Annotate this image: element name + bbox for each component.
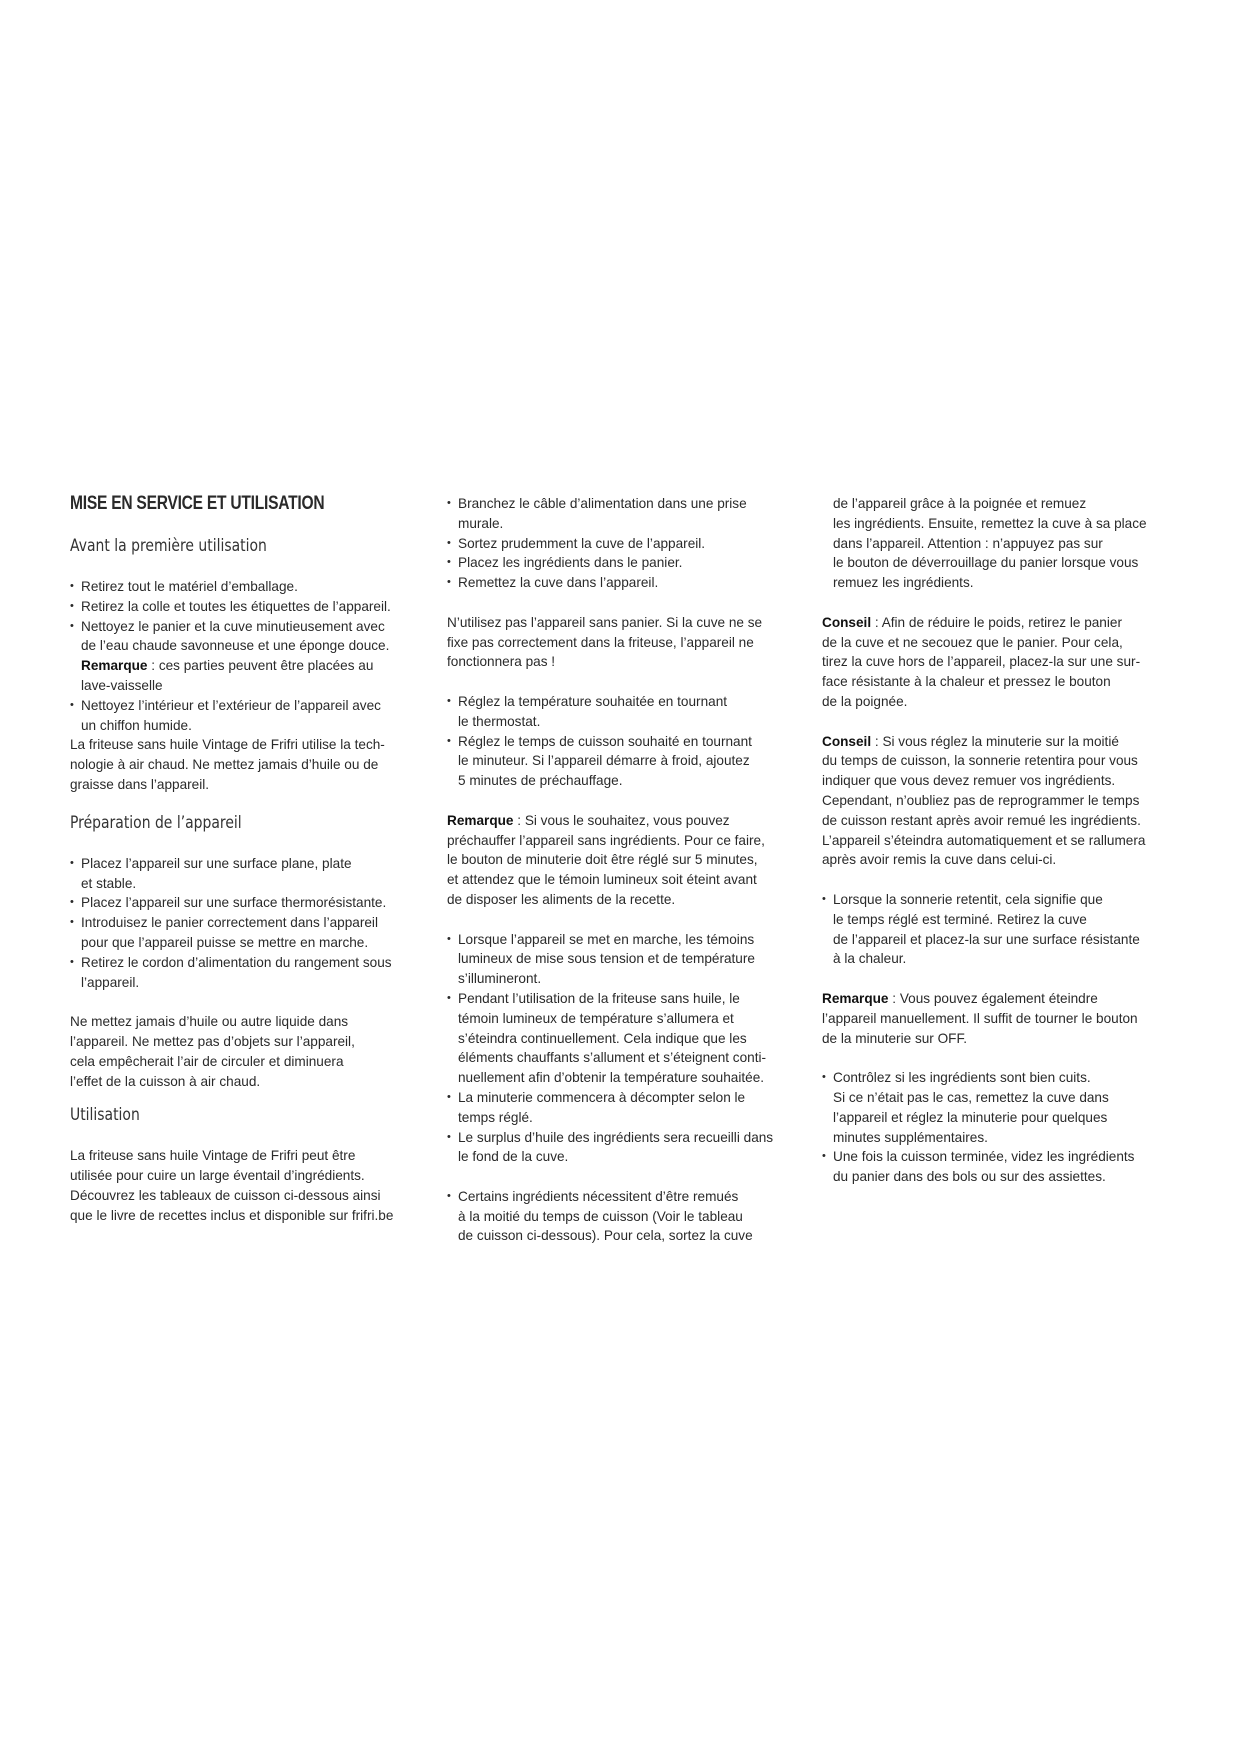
paragraph-line: que le livre de recettes inclus et disponible sur frifri.be xyxy=(70,1207,394,1223)
list-item: • Placez l’appareil sur une surface plane, plate xyxy=(70,854,415,874)
list-item-cont: à la moitié du temps de cuisson (Voir le tableau xyxy=(458,1208,743,1224)
list-item-cont: nuellement afin d’obtenir la température souhaitée. xyxy=(458,1070,765,1086)
list-item-cont: de l’appareil grâce à la poignée et remuez xyxy=(833,496,1087,511)
remark-line xyxy=(822,989,1174,1009)
paragraph-line: de disposer les aliments de la recette. xyxy=(447,891,676,907)
paragraph-line: après avoir remis la cuve dans celui-ci. xyxy=(822,852,1057,868)
column-2 xyxy=(447,494,799,1246)
paragraph-line: La friteuse sans huile Vintage de Frifri peut être xyxy=(70,1148,356,1164)
heading-utilisation: Utilisation xyxy=(70,1105,140,1126)
list-item-cont: murale. xyxy=(458,515,504,531)
tip-label: Conseil xyxy=(822,733,872,749)
list-item-cont: Si ce n’était pas le cas, remettez la cuve dans xyxy=(833,1089,1109,1105)
paragraph-line: fixe pas correctement dans la friteuse, l’appareil ne xyxy=(447,634,754,650)
paragraph-line: et attendez que le témoin lumineux soit éteint avant xyxy=(447,872,757,888)
heading-avant: Avant la première utilisation xyxy=(70,536,267,556)
list-item: • Certains ingrédients nécessitent d’être remués xyxy=(447,1187,799,1207)
paragraph-line: cela empêcherait l’air de circuler et diminuera xyxy=(70,1053,344,1069)
list-item-cont: et stable. xyxy=(81,875,137,891)
column-3 xyxy=(822,494,1174,1187)
remark-text: : Vous pouvez également éteindre xyxy=(888,990,1098,1006)
list-item: • Une fois la cuisson terminée, videz les ingrédients xyxy=(822,1147,1174,1167)
list-item-cont: le temps réglé est terminé. Retirez la cuve xyxy=(833,911,1087,927)
paragraph-line: N’utilisez pas l’appareil sans panier. Si la cuve ne se xyxy=(447,614,763,630)
list-item-cont: l’appareil. xyxy=(81,974,140,990)
paragraph-line: graisse dans l’appareil. xyxy=(70,776,210,792)
paragraph-line: de cuisson restant après avoir remué les ingrédients. xyxy=(822,812,1141,828)
list-item-cont: l’appareil et réglez la minuterie pour quelques xyxy=(833,1109,1108,1125)
list-item-cont: à la chaleur. xyxy=(833,951,907,967)
list-item-cont: dans l’appareil. Attention : n’appuyez pas sur xyxy=(833,535,1103,551)
page-title: MISE EN SERVICE ET UTILISATION xyxy=(70,493,325,514)
list-item: • Le surplus d’huile des ingrédients sera recueilli dans xyxy=(447,1128,799,1148)
remark-label: Remarque xyxy=(81,658,148,674)
paragraph-line: face résistante à la chaleur et pressez le bouton xyxy=(822,674,1111,690)
paragraph-line: du temps de cuisson, la sonnerie retentira pour vous xyxy=(822,753,1138,769)
list-item: • Sortez prudemment la cuve de l’appareil. xyxy=(447,534,799,554)
paragraph-line: fonctionnera pas ! xyxy=(447,654,556,670)
list-item: • Pendant l’utilisation de la friteuse sans huile, le xyxy=(447,989,799,1009)
list-item: • La minuterie commencera à décompter selon le xyxy=(447,1088,799,1108)
heading-preparation: Préparation de l’appareil xyxy=(70,812,242,833)
list-item: • Réglez la température souhaitée en tournant xyxy=(447,692,799,712)
list-item-cont: s’éteindra continuellement. Cela indique que les xyxy=(458,1030,747,1046)
list-item-cont: les ingrédients. Ensuite, remettez la cuve à sa place xyxy=(833,515,1147,531)
list-item-cont: s’illumineront. xyxy=(458,971,542,987)
list-item-cont: témoin lumineux de température s’allumera et xyxy=(458,1010,734,1026)
remark-text: : ces parties peuvent être placées au xyxy=(147,658,374,674)
list-item: • Nettoyez le panier et la cuve minutieusement avec xyxy=(70,617,415,637)
paragraph-line: le bouton de minuterie doit être réglé sur 5 minutes, xyxy=(447,852,758,868)
remark-label: Remarque xyxy=(822,990,889,1006)
list-item: • Placez l’appareil sur une surface thermorésistante. xyxy=(70,893,415,913)
list-item-cont: le thermostat. xyxy=(458,713,541,729)
list-item-cont: minutes supplémentaires. xyxy=(833,1129,988,1145)
list-item-cont: 5 minutes de préchauffage. xyxy=(458,773,623,789)
remark-line xyxy=(447,811,799,831)
list-item-cont: pour que l’appareil puisse se mettre en marche. xyxy=(81,934,369,950)
list-item-cont: de l’eau chaude savonneuse et une éponge douce. xyxy=(81,638,390,654)
paragraph-line: La friteuse sans huile Vintage de Frifri utilise la tech- xyxy=(70,737,385,753)
list-item-cont: de l’appareil et placez-la sur une surface résistante xyxy=(833,931,1140,947)
list-item-cont: éléments chauffants s’allument et s’éteignent conti- xyxy=(458,1050,767,1066)
paragraph-line: nologie à air chaud. Ne mettez jamais d’huile ou de xyxy=(70,757,379,773)
tip-text: : Si vous réglez la minuterie sur la moitié xyxy=(871,733,1119,749)
list-item: • Introduisez le panier correctement dans l’appareil xyxy=(70,913,415,933)
list-item: • Lorsque la sonnerie retentit, cela signifie que xyxy=(822,890,1174,910)
paragraph-line: Cependant, n’oubliez pas de reprogrammer le temps xyxy=(822,792,1140,808)
paragraph-line: de la cuve et ne secouez que le panier. Pour cela, xyxy=(822,634,1123,650)
list-item-cont: lave-vaisselle xyxy=(81,677,163,693)
list-item: • Branchez le câble d’alimentation dans une prise xyxy=(447,494,799,514)
list-item-cont: le fond de la cuve. xyxy=(458,1149,569,1165)
list-item-cont: le bouton de déverrouillage du panier lorsque vous xyxy=(833,555,1139,571)
remark-text: : Si vous le souhaitez, vous pouvez xyxy=(513,812,730,828)
list-item-cont: remuez les ingrédients. xyxy=(833,575,974,591)
paragraph-line: l’appareil manuellement. Il suffit de tourner le bouton xyxy=(822,1010,1138,1026)
remark-line xyxy=(70,656,415,676)
list-item-cont: de cuisson ci-dessous). Pour cela, sortez la cuve xyxy=(458,1228,753,1244)
list-item: • Contrôlez si les ingrédients sont bien cuits. xyxy=(822,1068,1174,1088)
list-item-cont: du panier dans des bols ou sur des assiettes. xyxy=(833,1169,1106,1185)
list-item: • Retirez le cordon d’alimentation du rangement sous xyxy=(70,953,415,973)
paragraph-line: utilisée pour cuire un large éventail d’ingrédients. xyxy=(70,1168,365,1184)
paragraph-line: tirez la cuve hors de l’appareil, placez-la sur une sur- xyxy=(822,654,1141,670)
paragraph-line: Découvrez les tableaux de cuisson ci-dessous ainsi xyxy=(70,1187,381,1203)
list-item-cont: temps réglé. xyxy=(458,1109,533,1125)
list-item: • Réglez le temps de cuisson souhaité en tournant xyxy=(447,732,799,752)
tip-label: Conseil xyxy=(822,614,872,630)
paragraph-line: l’appareil. Ne mettez pas d’objets sur l’appareil, xyxy=(70,1033,355,1049)
tip-text: : Afin de réduire le poids, retirez le panier xyxy=(871,614,1122,630)
list-item-cont: lumineux de mise sous tension et de température xyxy=(458,951,755,967)
tip-line xyxy=(822,613,1174,633)
paragraph-line: L’appareil s’éteindra automatiquement et se rallumera xyxy=(822,832,1146,848)
list-item-cont: un chiffon humide. xyxy=(81,717,192,733)
list-item: • Retirez tout le matériel d’emballage. xyxy=(70,577,415,597)
column-1 xyxy=(70,492,415,1226)
list-item: • Lorsque l’appareil se met en marche, les témoins xyxy=(447,930,799,950)
list-item: • Placez les ingrédients dans le panier. xyxy=(447,553,799,573)
list-item: • Nettoyez l’intérieur et l’extérieur de l’appareil avec xyxy=(70,696,415,716)
list-item-cont: le minuteur. Si l’appareil démarre à froid, ajoutez xyxy=(458,753,750,769)
paragraph-line: Ne mettez jamais d’huile ou autre liquide dans xyxy=(70,1014,349,1030)
paragraph-line: indiquer que vous devez remuer vos ingrédients. xyxy=(822,773,1116,789)
paragraph-line: de la poignée. xyxy=(822,693,908,709)
list-item: • Remettez la cuve dans l’appareil. xyxy=(447,573,799,593)
list-item: • Retirez la colle et toutes les étiquettes de l’appareil. xyxy=(70,597,415,617)
paragraph-line: de la minuterie sur OFF. xyxy=(822,1030,968,1046)
remark-label: Remarque xyxy=(447,812,514,828)
tip-line xyxy=(822,732,1174,752)
paragraph-line: l’effet de la cuisson à air chaud. xyxy=(70,1073,261,1089)
paragraph-line: préchauffer l’appareil sans ingrédients. Pour ce faire, xyxy=(447,832,765,848)
